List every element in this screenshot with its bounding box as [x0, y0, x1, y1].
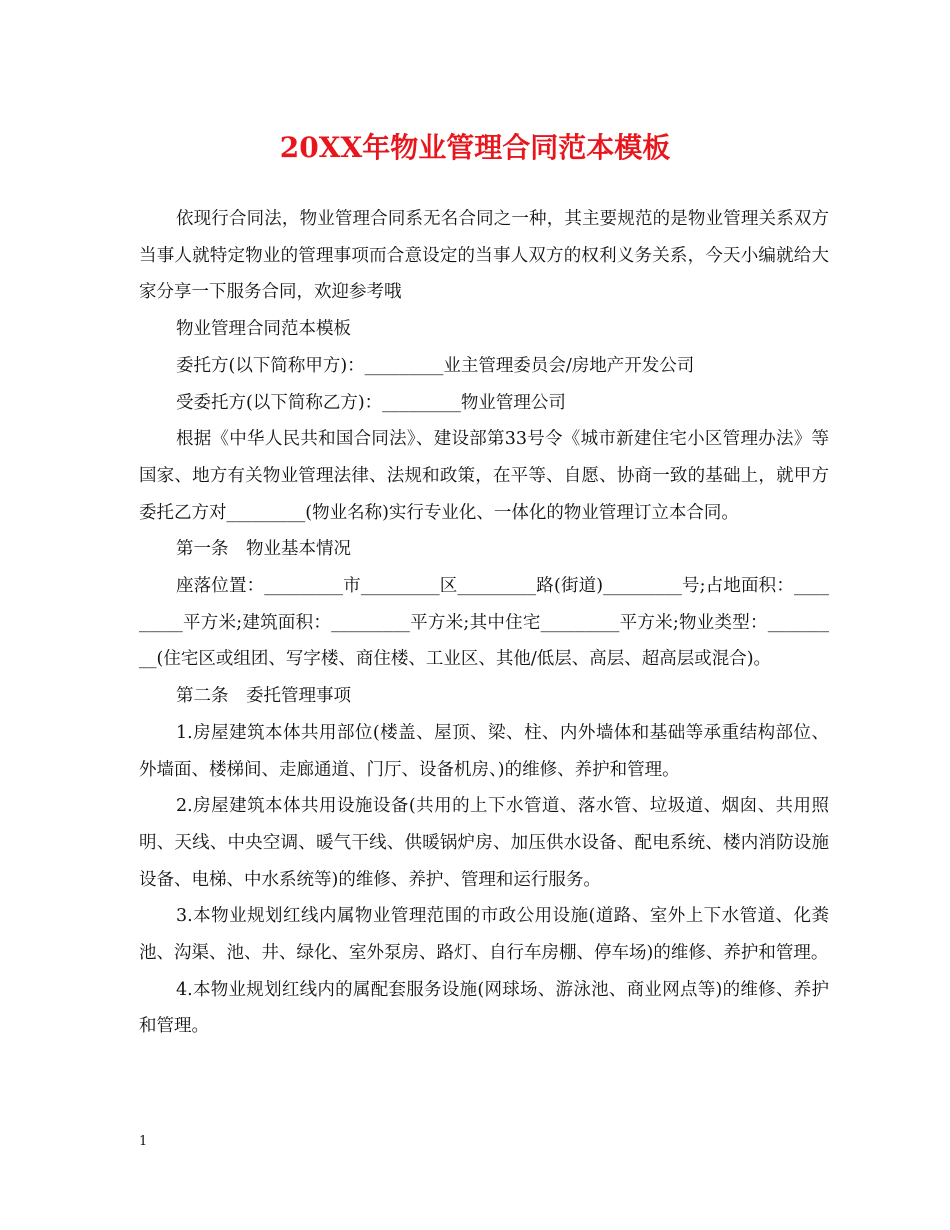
item-3-paragraph: 3.本物业规划红线内属物业管理范围的市政公用设施(道路、室外上下水管道、化粪池、沟渠、池、井、绿化、室外泵房、路灯、自行车房棚、停车场)的维修、养护和管理。: [139, 906, 829, 964]
party-b-line: 受委托方(以下简称乙方)：_________物业管理公司: [176, 392, 566, 413]
item-1-paragraph: 1.房屋建筑本体共用部位(楼盖、屋顶、梁、柱、内外墙体和基础等承重结构部位、外墙面、楼梯间、走廊通道、门厅、设备机房、)的维修、养护和管理。: [139, 722, 829, 780]
item-4-paragraph: 4.本物业规划红线内的属配套服务设施(网球场、游泳池、商业网点等)的维修、养护和管理。: [139, 979, 829, 1037]
template-heading: 物业管理合同范本模板: [176, 319, 351, 340]
document-body: [139, 201, 829, 1045]
intro-paragraph: 依现行合同法，物业管理合同系无名合同之一种，其主要规范的是物业管理关系双方当事人就特定物业的管理事项而合意设定的当事人双方的权利义务关系，今天小编就给大家分享一下服务合同，欢迎参考哦: [139, 209, 829, 303]
property-info-paragraph: 座落位置：_________市_________区_________路(街道)_________号;占地面积：_________平方米;建筑面积：_________平方米;其中住宅_________平方米;物业类型：_________(住宅区或组团、写字楼、商住楼、工业区、其他/低层、高层、超高层或混合)。: [139, 576, 829, 670]
item-2-paragraph: 2.房屋建筑本体共用设施设备(共用的上下水管道、落水管、垃圾道、烟囱、共用照明、天线、中央空调、暖气干线、供暖锅炉房、加压供水设备、配电系统、楼内消防设施设备、电梯、中水系统等)的维修、养护、管理和运行服务。: [139, 796, 829, 890]
page-number: 1: [139, 1134, 148, 1149]
document-title: 20XX年物业管理合同范本模板: [279, 131, 671, 164]
article-1-heading: 第一条 物业基本情况: [176, 539, 351, 560]
party-a-line: 委托方(以下简称甲方)：_________业主管理委员会/房地产开发公司: [176, 355, 695, 376]
basis-paragraph: 根据《中华人民共和国合同法》、建设部第33号令《城市新建住宅小区管理办法》等国家、地方有关物业管理法律、法规和政策，在平等、自愿、协商一致的基础上，就甲方委托乙方对_________(物业名称)实行专业化、一体化的物业管理订立本合同。: [139, 429, 829, 523]
article-2-heading: 第二条 委托管理事项: [176, 686, 351, 707]
